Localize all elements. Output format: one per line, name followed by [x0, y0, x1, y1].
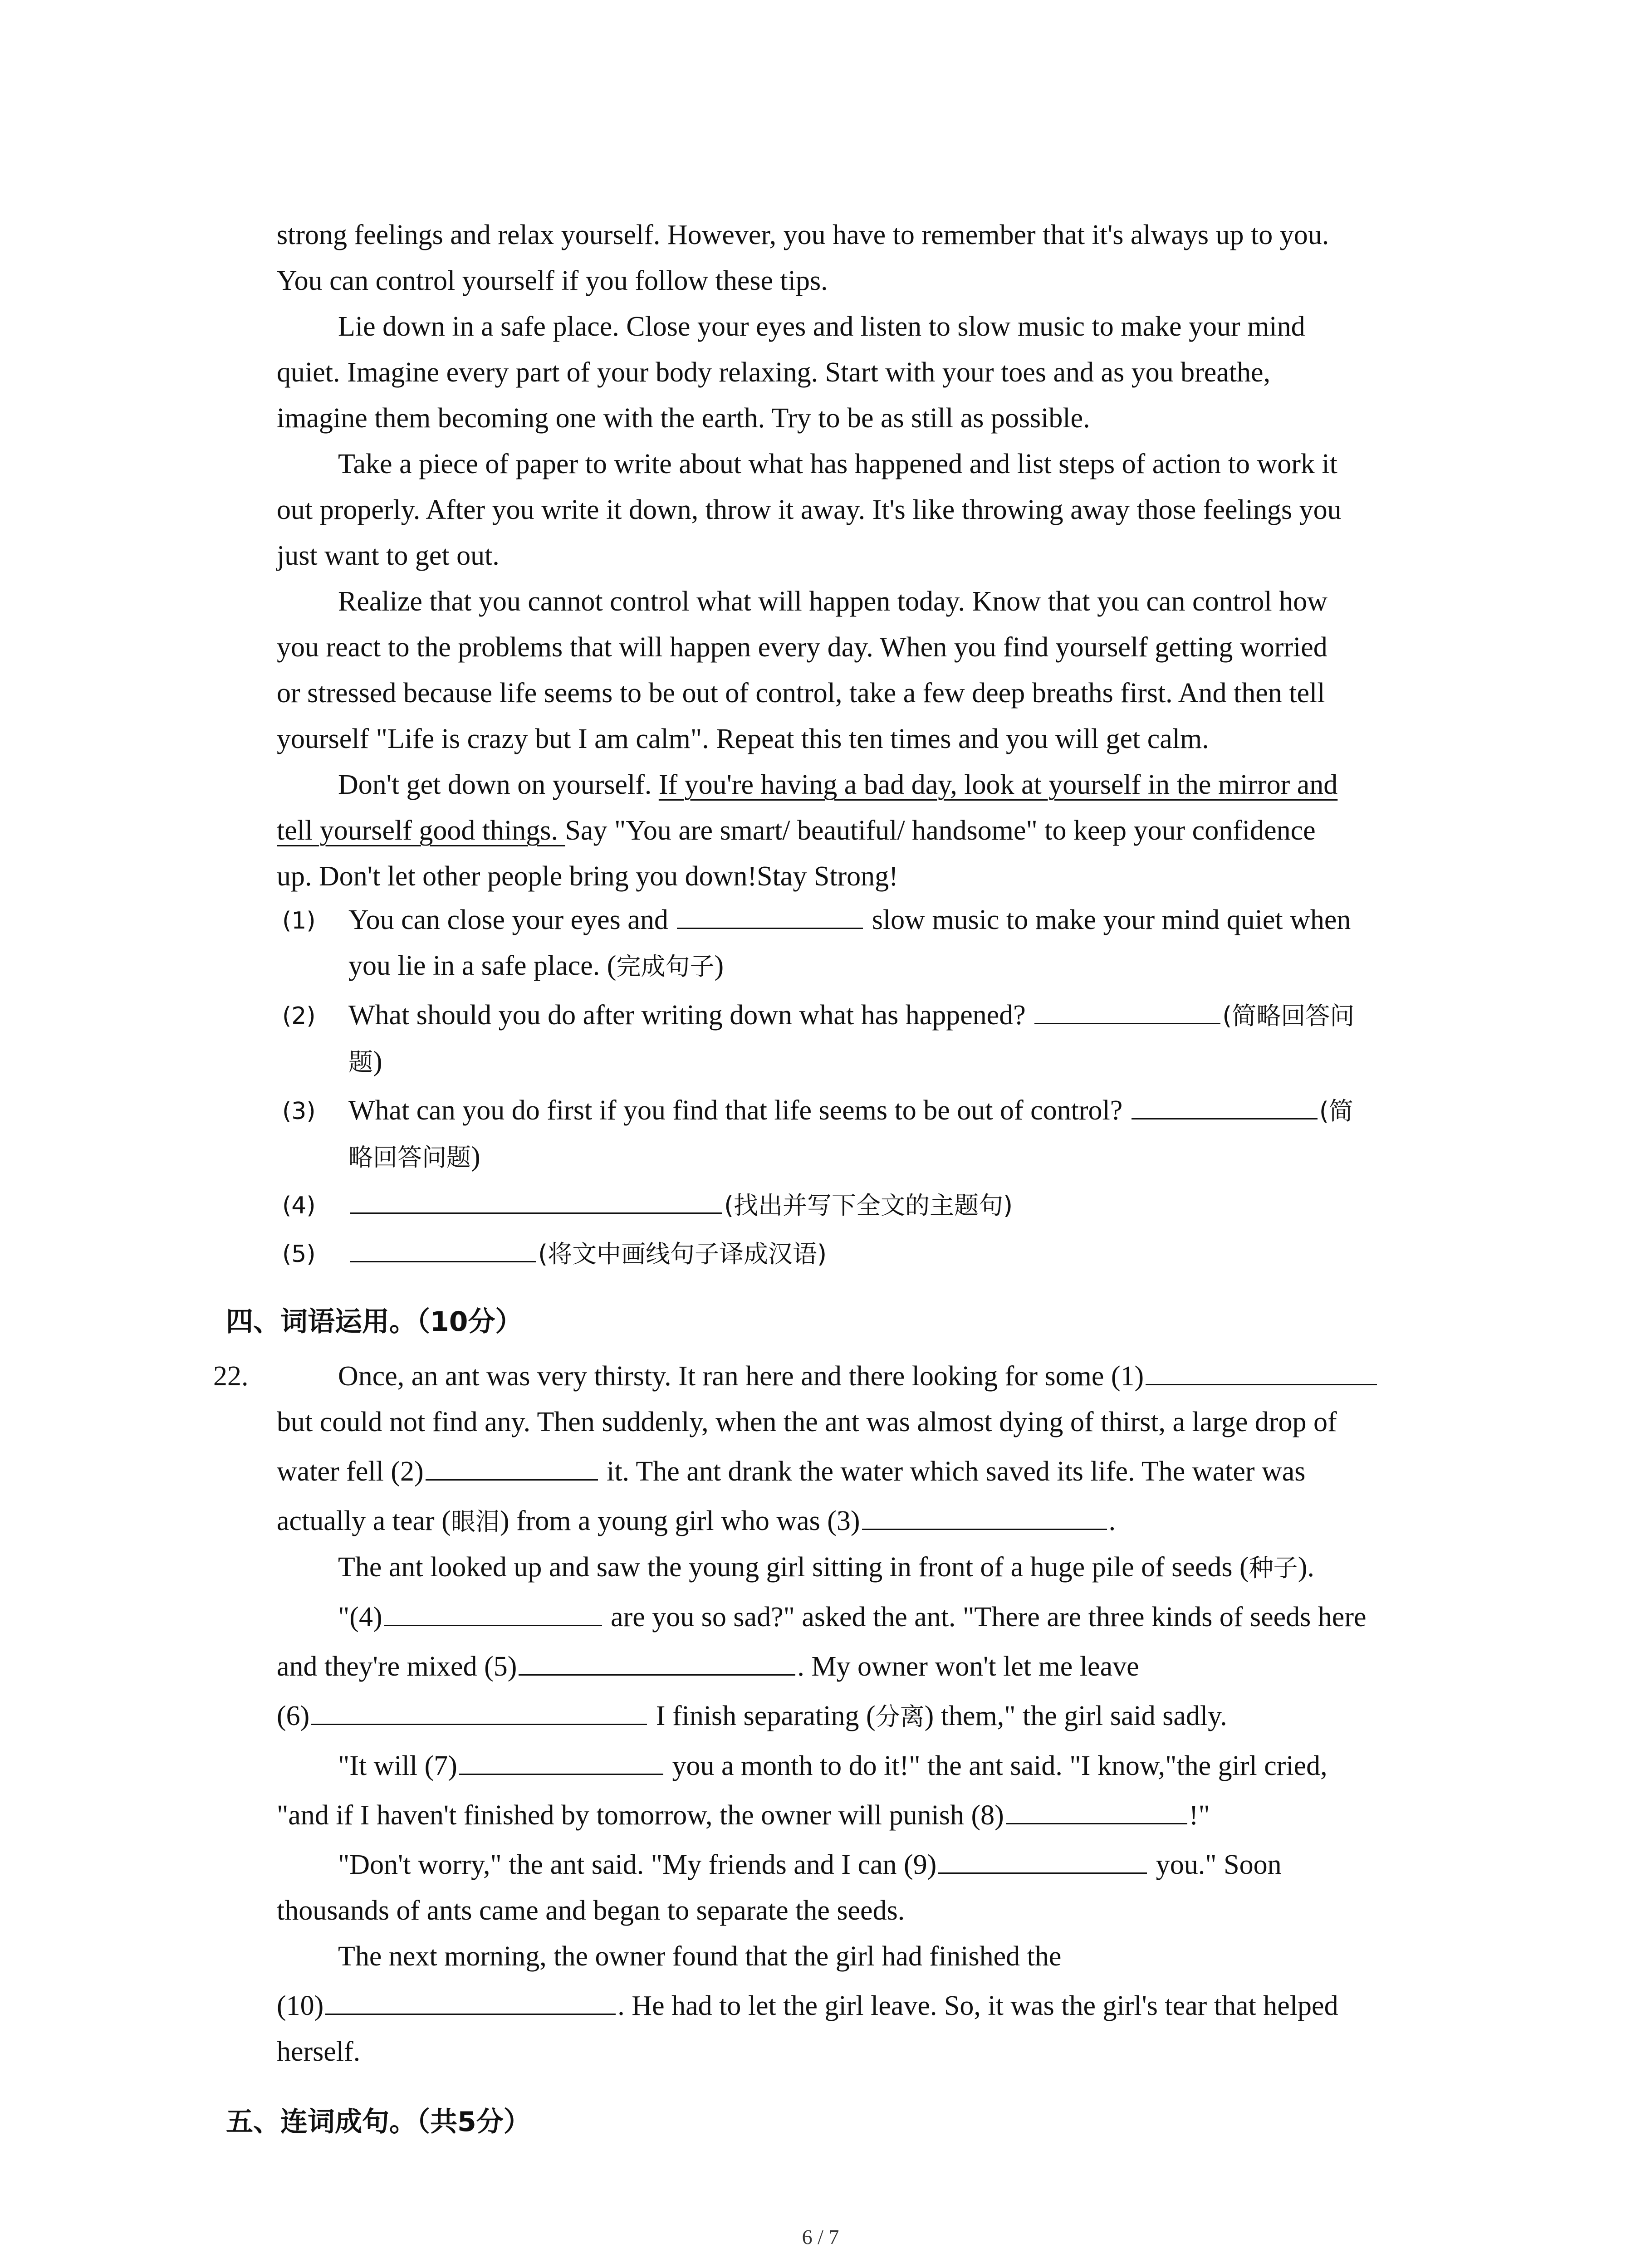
question-number: (3): [282, 1098, 316, 1125]
question-2: [348, 992, 1437, 1085]
blank-6[interactable]: [311, 1694, 647, 1725]
text-line: [277, 1740, 1438, 1789]
gloss-cn: 眼泪: [451, 1507, 500, 1536]
text-line: [348, 943, 1437, 989]
text-span: "(4): [338, 1602, 382, 1633]
question-4: [348, 1182, 1437, 1228]
text-line: Lie down in a safe place. Close your eyes and listen to slow music to make your mind: [338, 311, 1305, 342]
instruction-cn: 完成句子: [616, 952, 715, 981]
text-span: ): [714, 950, 724, 981]
underlined-sentence: If you're having a bad day, look at yourself in the mirror and: [658, 769, 1338, 800]
answer-blank[interactable]: [677, 898, 863, 929]
text-line: [277, 1789, 1438, 1838]
text-span: I finish separating (: [656, 1701, 876, 1731]
text-span: you a month to do it!" the ant said. "I know,"the girl cried,: [672, 1750, 1327, 1781]
answer-blank[interactable]: [1034, 993, 1220, 1024]
blank-1[interactable]: [1146, 1354, 1377, 1385]
answer-blank[interactable]: [350, 1183, 722, 1214]
section-heading: 五、连词成句。（共5分）: [226, 2106, 531, 2138]
text-span: !": [1189, 1800, 1210, 1831]
text-span: "It will (7): [338, 1750, 457, 1781]
answer-blank[interactable]: [350, 1231, 536, 1262]
text-line: Take a piece of paper to write about what has happened and list steps of action to work it: [338, 449, 1337, 479]
text-span: What can you do first if you find that life seems to be out of control?: [348, 1095, 1123, 1126]
text-line: [277, 1445, 1438, 1495]
text-span: "Don't worry," the ant said. "My friends and I can (9): [338, 1849, 937, 1880]
text-line: [348, 992, 1437, 1039]
blank-5[interactable]: [519, 1644, 795, 1676]
instruction-cn: 题: [348, 1048, 373, 1076]
question-number: (5): [282, 1241, 316, 1268]
text-line: You can control yourself if you follow these tips.: [277, 265, 828, 296]
text-span: actually a tear (: [277, 1505, 451, 1536]
text-line: strong feelings and relax yourself. However, you have to remember that it's always up to you.: [277, 220, 1329, 250]
text-line: [348, 1182, 1437, 1228]
text-span: and they're mixed (5): [277, 1651, 517, 1682]
page-number: 6 / 7: [802, 2225, 839, 2248]
text-line: out properly. After you write it down, throw it away. It's like throwing away those feelings you: [277, 494, 1342, 525]
text-span: You can close your eyes and: [348, 904, 668, 935]
question-3: [348, 1088, 1437, 1180]
question-number: (1): [282, 907, 316, 934]
question-number: (4): [282, 1192, 316, 1219]
instruction-cn: (将文中画线句子译成汉语): [538, 1240, 827, 1268]
blank-4[interactable]: [384, 1595, 602, 1626]
text-line: [277, 1838, 1438, 1888]
answer-blank[interactable]: [1132, 1088, 1318, 1119]
question-5: [348, 1231, 1437, 1277]
text-span: . My owner won't let me leave: [797, 1651, 1139, 1682]
text-line: [277, 808, 1438, 854]
text-span: you." Soon: [1156, 1849, 1282, 1880]
blank-3[interactable]: [862, 1499, 1107, 1530]
text-line: [277, 1545, 1438, 1591]
blank-2[interactable]: [426, 1449, 598, 1481]
text-line: [277, 1640, 1438, 1690]
text-span: .: [1108, 1505, 1116, 1536]
text-span: slow music to make your mind quiet when: [872, 904, 1351, 935]
text-span: (6): [277, 1701, 310, 1731]
text-span: are you so sad?" asked the ant. "There are three kinds of seeds here: [611, 1602, 1367, 1633]
text-line: [277, 1690, 1438, 1740]
text-line: herself.: [277, 2036, 361, 2067]
text-line: yourself "Life is crazy but I am calm". Repeat this ten times and you will get calm.: [277, 723, 1209, 754]
text-line: you react to the problems that will happen every day. When you find yourself getting worried: [277, 632, 1327, 663]
text-span: ) them," the girl said sadly.: [924, 1701, 1227, 1731]
text-line: [348, 1134, 1437, 1180]
text-line: [277, 1354, 1438, 1399]
text-span: The ant looked up and saw the young girl sitting in front of a huge pile of seeds (: [338, 1552, 1249, 1583]
text-span: . He had to let the girl leave. So, it was the girl's tear that helped: [617, 1990, 1338, 2021]
text-span: it. The ant drank the water which saved its life. The water was: [607, 1456, 1306, 1487]
text-line: quiet. Imagine every part of your body relaxing. Start with your toes and as you breathe,: [277, 357, 1271, 388]
text-span: you lie in a safe place. (: [348, 950, 617, 981]
text-line: [348, 1231, 1437, 1277]
text-line: [277, 1591, 1438, 1640]
text-line: [277, 762, 1438, 808]
blank-7[interactable]: [459, 1744, 663, 1775]
text-line: but could not find any. Then suddenly, when the ant was almost dying of thirst, a large drop of: [277, 1407, 1337, 1437]
text-span: "and if I haven't finished by tomorrow, the owner will punish (8): [277, 1800, 1004, 1831]
text-line: imagine them becoming one with the earth. Try to be as still as possible.: [277, 403, 1090, 434]
question-1: [348, 897, 1437, 989]
question-number: 22.: [213, 1361, 249, 1392]
underlined-sentence: tell yourself good things.: [277, 815, 565, 846]
text-line: up. Don't let other people bring you down!Stay Strong!: [277, 861, 898, 892]
text-line: [277, 1980, 1438, 2029]
text-span: water fell (2): [277, 1456, 424, 1487]
text-line: The next morning, the owner found that the girl had finished the: [338, 1941, 1062, 1972]
instruction-cn: (简略回答问: [1222, 1002, 1355, 1030]
question-number: (2): [282, 1002, 316, 1030]
text-line: thousands of ants came and began to separate the seeds.: [277, 1895, 905, 1926]
text-line: [348, 897, 1437, 943]
text-line: or stressed because life seems to be out of control, take a few deep breaths first. And then tell: [277, 678, 1325, 709]
gloss-cn: 分离: [875, 1702, 925, 1731]
text-span: ) from a young girl who was (3): [500, 1505, 860, 1536]
section-heading: 四、词语运用。（10分）: [226, 1306, 523, 1338]
text-span: ).: [1298, 1552, 1314, 1583]
text-line: [348, 1088, 1437, 1134]
blank-9[interactable]: [938, 1843, 1147, 1874]
text-span: What should you do after writing down what has happened?: [348, 1000, 1026, 1031]
text-line: [348, 1039, 1437, 1085]
blank-10[interactable]: [325, 1984, 616, 2015]
gloss-cn: 种子: [1249, 1554, 1298, 1582]
instruction-cn: (找出并写下全文的主题句): [724, 1191, 1013, 1220]
text-span: Say "You are smart/ beautiful/ handsome" to keep your confidence: [565, 815, 1316, 846]
text-line: [277, 1495, 1438, 1545]
text-span: (10): [277, 1990, 324, 2021]
text-span: Once, an ant was very thirsty. It ran here and there looking for some (1): [338, 1361, 1144, 1392]
instruction-cn: (简: [1319, 1097, 1353, 1125]
question-22: [277, 1354, 1438, 2088]
text-span: Don't get down on yourself.: [338, 769, 659, 800]
text-line: just want to get out.: [277, 540, 500, 571]
passage-paragraph: [277, 212, 1438, 899]
text-span: ): [471, 1141, 480, 1172]
text-span: ): [373, 1046, 382, 1077]
blank-8[interactable]: [1006, 1793, 1187, 1824]
instruction-cn: 略回答问题: [348, 1143, 471, 1172]
text-line: Realize that you cannot control what will happen today. Know that you can control how: [338, 586, 1327, 617]
